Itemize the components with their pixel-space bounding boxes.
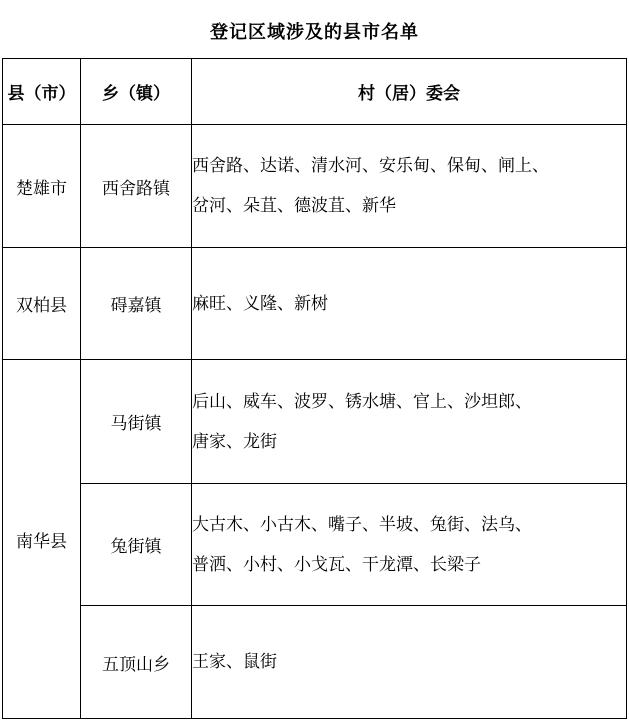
town-cell: 马街镇 bbox=[81, 360, 192, 484]
table-header-row bbox=[3, 59, 627, 125]
county-cell: 南华县 bbox=[3, 360, 81, 719]
village-list-line: 岔河、朵苴、德波苴、新华 bbox=[192, 196, 396, 216]
town-cell: 西舍路镇 bbox=[81, 125, 192, 248]
table-row bbox=[3, 125, 627, 248]
table-row bbox=[3, 360, 627, 484]
village-list-cell bbox=[192, 125, 627, 248]
region-table bbox=[2, 58, 627, 719]
village-list-line: 王家、鼠街 bbox=[192, 652, 277, 672]
village-list-line: 西舍路、达诺、清水河、安乐甸、保甸、闸上、 bbox=[192, 156, 549, 176]
county-cell: 双柏县 bbox=[3, 248, 81, 360]
village-list-cell bbox=[192, 360, 627, 484]
village-list-cell bbox=[192, 606, 627, 719]
header-village: 村（居）委会 bbox=[192, 59, 627, 125]
village-list-cell bbox=[192, 248, 627, 360]
town-cell: 兔街镇 bbox=[81, 484, 192, 606]
town-cell: 碍嘉镇 bbox=[81, 248, 192, 360]
table-row bbox=[3, 248, 627, 360]
village-list-cell bbox=[192, 484, 627, 606]
village-list-line: 麻旺、义隆、新树 bbox=[192, 293, 328, 314]
town-cell: 五顶山乡 bbox=[81, 606, 192, 719]
village-list-line: 普洒、小村、小戈瓦、干龙潭、长梁子 bbox=[192, 554, 481, 575]
county-cell: 楚雄市 bbox=[3, 125, 81, 248]
header-town: 乡（镇） bbox=[81, 59, 192, 125]
village-list-line: 唐家、龙街 bbox=[192, 431, 277, 452]
header-county: 县（市） bbox=[3, 59, 81, 125]
table-row bbox=[3, 606, 627, 719]
table-row bbox=[3, 484, 627, 606]
page-title: 登记区域涉及的县市名单 bbox=[210, 22, 419, 43]
village-list-line: 后山、威车、波罗、锈水塘、官上、沙坦郎、 bbox=[192, 391, 532, 412]
village-list-line: 大古木、小古木、嘴子、半坡、兔街、法乌、 bbox=[192, 514, 532, 535]
